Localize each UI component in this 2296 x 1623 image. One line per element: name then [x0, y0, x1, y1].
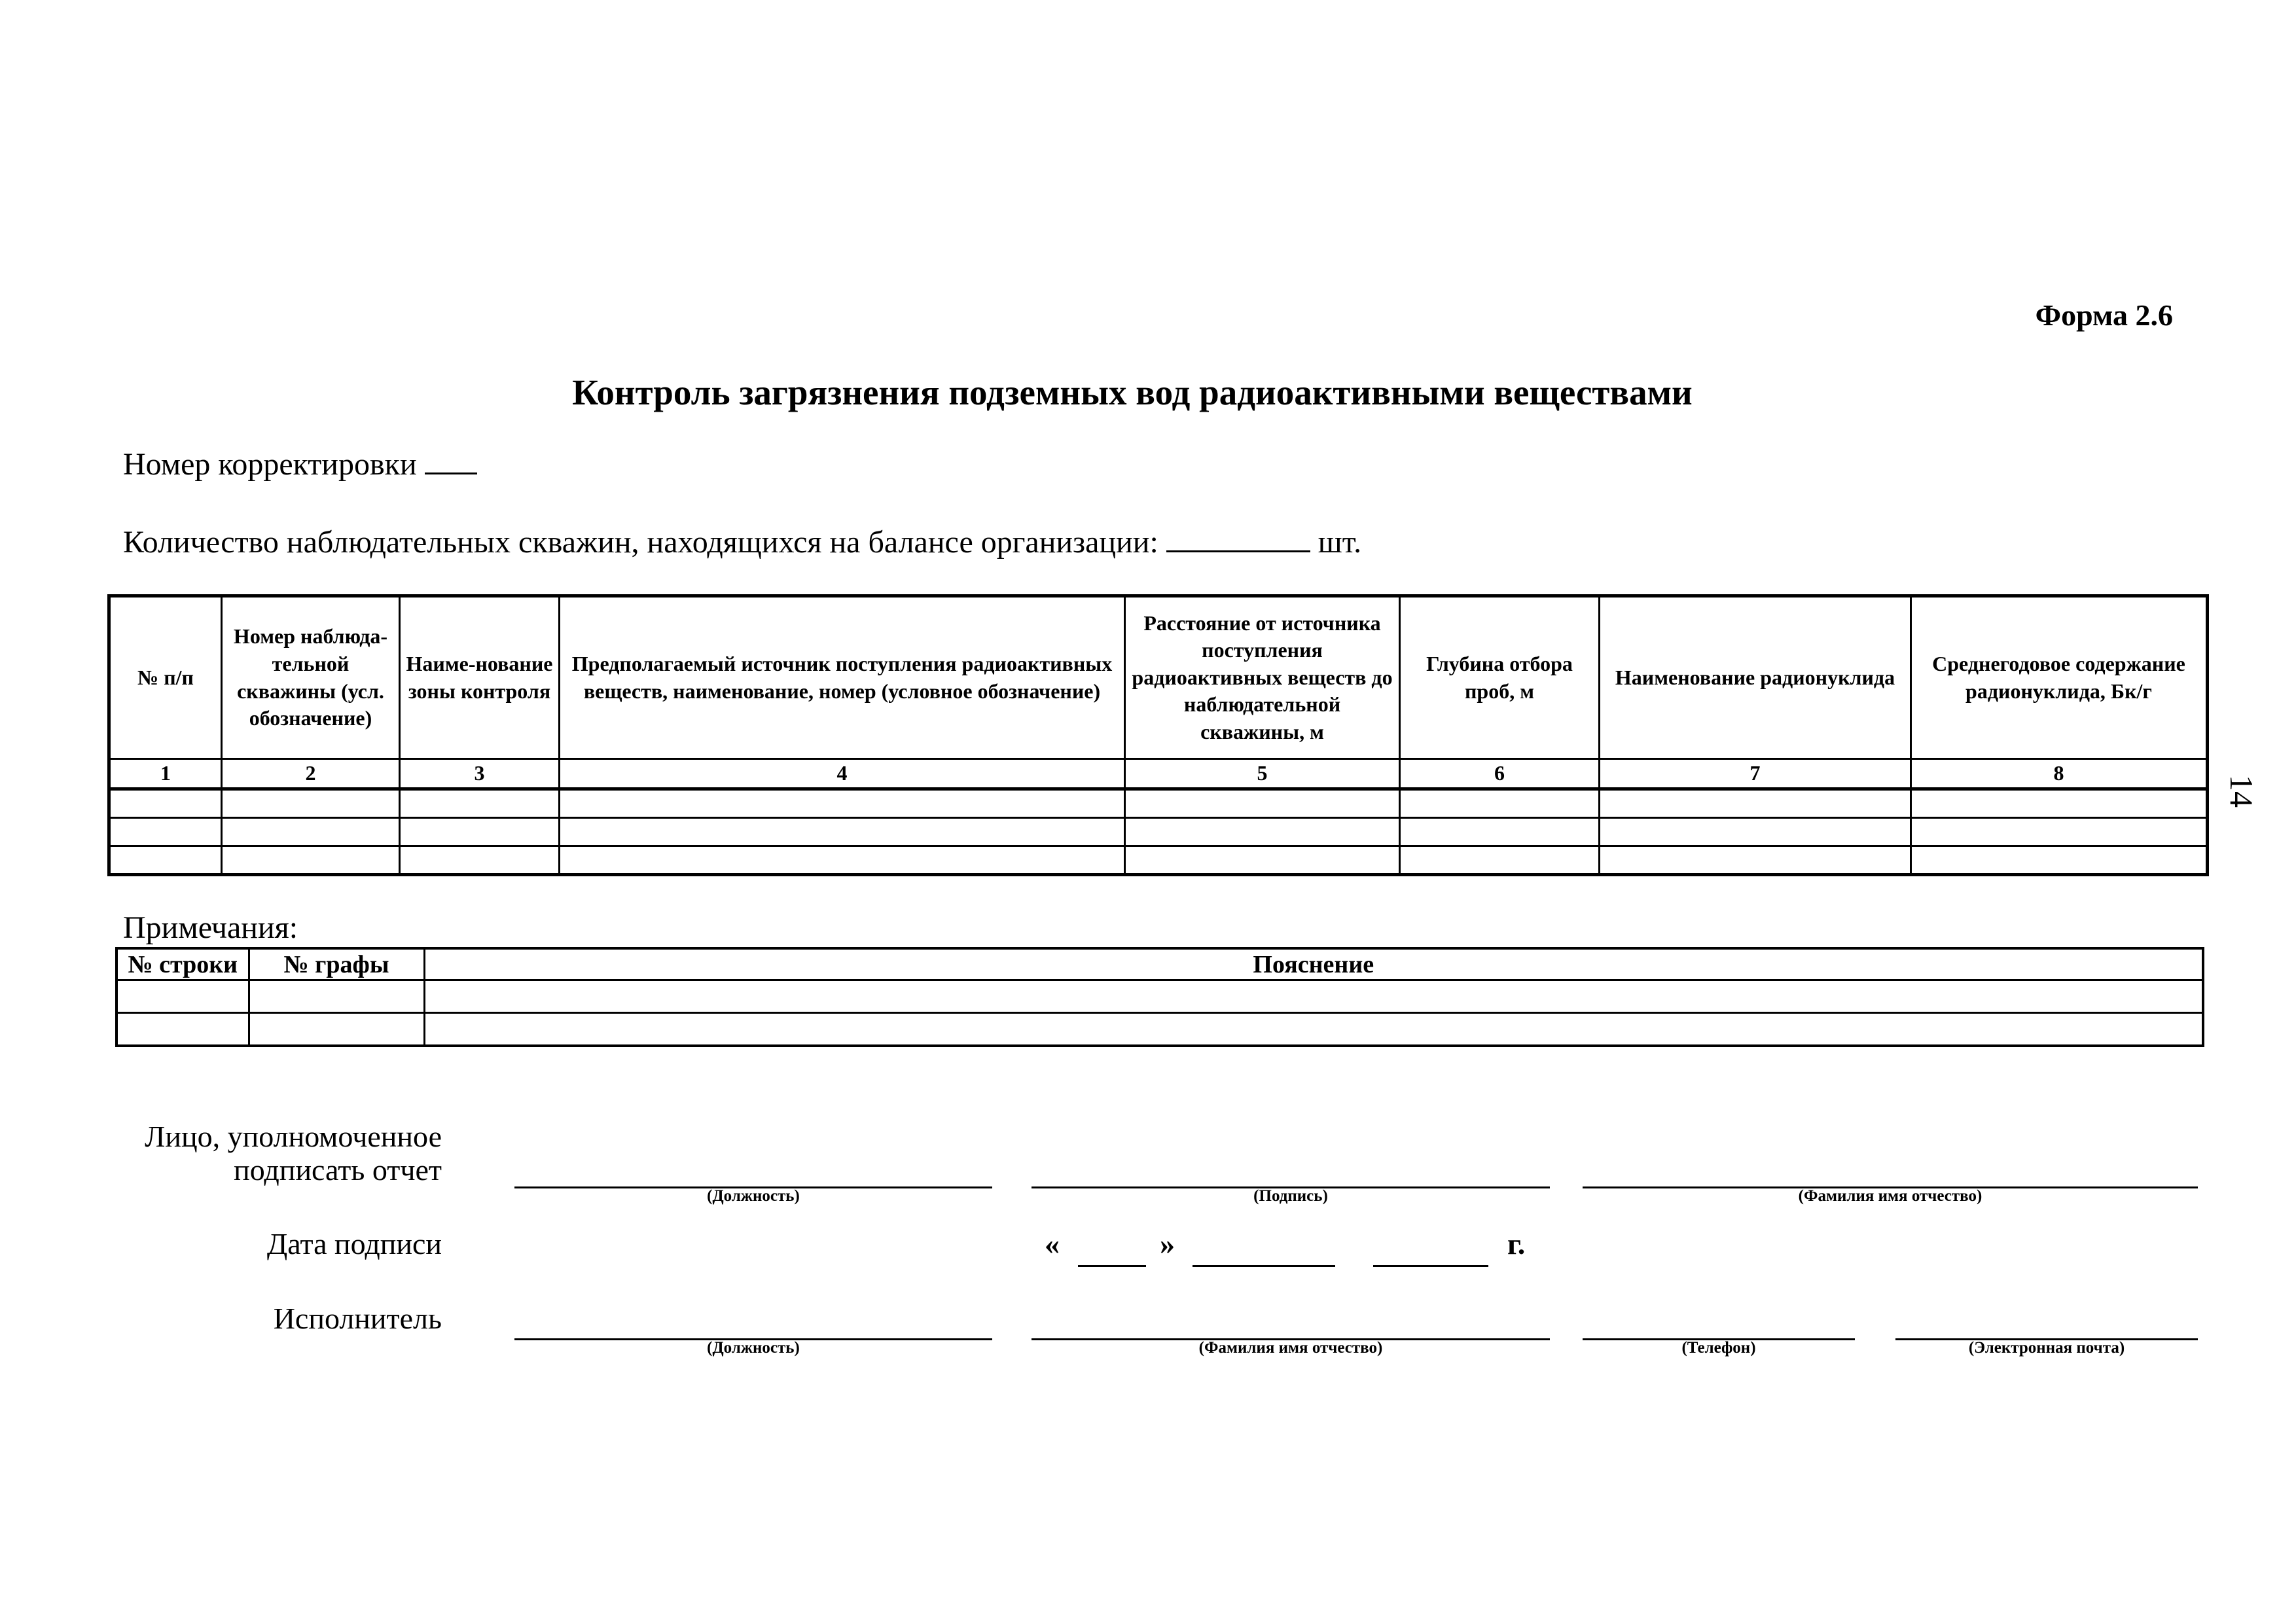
- executor-position-caption: (Должность): [707, 1339, 800, 1357]
- authorized-label-line1: Лицо, уполномоченное: [145, 1120, 442, 1153]
- wells-count-line: [123, 519, 1361, 560]
- table-cell[interactable]: [117, 980, 249, 1013]
- column-number: 8: [1911, 759, 2208, 789]
- table-cell[interactable]: [1400, 846, 1600, 874]
- table-cell[interactable]: [1600, 846, 1911, 874]
- wells-count-blank[interactable]: [1166, 519, 1310, 552]
- table-cell[interactable]: [1125, 817, 1400, 846]
- column-header: № строки: [117, 948, 249, 980]
- column-number: 5: [1125, 759, 1400, 789]
- wells-label: Количество наблюдательных скважин, находящихся на балансе организации:: [123, 525, 1158, 560]
- table-cell[interactable]: [400, 846, 560, 874]
- table-row: [109, 789, 2208, 817]
- column-header: № п/п: [109, 596, 222, 759]
- table-cell[interactable]: [1400, 817, 1600, 846]
- column-number: 7: [1600, 759, 1911, 789]
- table-cell[interactable]: [560, 846, 1125, 874]
- table-cell[interactable]: [1125, 789, 1400, 817]
- email-caption: (Электронная почта): [1968, 1339, 2125, 1357]
- date-year-blank[interactable]: [1373, 1265, 1488, 1267]
- document-title: Контроль загрязнения подземных вод радиоактивными веществами: [572, 372, 1693, 412]
- table-cell[interactable]: [222, 846, 400, 874]
- column-number: 2: [222, 759, 400, 789]
- column-number-row: [109, 759, 2208, 789]
- position-caption: (Должность): [707, 1187, 800, 1205]
- authorized-person-label: [79, 1120, 442, 1186]
- table-cell[interactable]: [1400, 789, 1600, 817]
- table-cell[interactable]: [1911, 846, 2208, 874]
- date-day-blank[interactable]: [1078, 1265, 1146, 1267]
- executor-fullname-caption: (Фамилия имя отчество): [1198, 1339, 1383, 1357]
- column-header: Среднегодовое содержание радионуклида, Бк/г: [1911, 596, 2208, 759]
- table-row: [109, 817, 2208, 846]
- table-cell[interactable]: [1600, 789, 1911, 817]
- notes-table: [115, 947, 2204, 1047]
- table-cell[interactable]: [222, 817, 400, 846]
- table-cell[interactable]: [109, 789, 222, 817]
- column-number: 1: [109, 759, 222, 789]
- notes-label: Примечания:: [123, 910, 298, 945]
- date-year-suffix: г.: [1507, 1227, 1526, 1260]
- table-row: [117, 980, 2203, 1013]
- table-cell[interactable]: [1911, 817, 2208, 846]
- wells-unit: шт.: [1318, 525, 1362, 560]
- column-number: 3: [400, 759, 560, 789]
- table-cell[interactable]: [109, 846, 222, 874]
- signature-caption: (Подпись): [1253, 1187, 1328, 1205]
- column-header: Наименование радионуклида: [1600, 596, 1911, 759]
- column-header: Наиме-нование зоны контроля: [400, 596, 560, 759]
- form-number: Форма 2.6: [2035, 298, 2173, 332]
- column-number: 4: [560, 759, 1125, 789]
- table-cell[interactable]: [560, 789, 1125, 817]
- phone-caption: (Телефон): [1681, 1339, 1756, 1357]
- table-cell[interactable]: [1911, 789, 2208, 817]
- column-header: Предполагаемый источник поступления радиоактивных веществ, наименование, номер (условное обозначение): [560, 596, 1125, 759]
- executor-label: Исполнитель: [273, 1302, 442, 1335]
- correction-number-line: [123, 441, 485, 482]
- table-cell[interactable]: [424, 1013, 2203, 1046]
- column-header: Номер наблюда-тельной скважины (усл. обозначение): [222, 596, 400, 759]
- column-number: 6: [1400, 759, 1600, 789]
- column-header: № графы: [249, 948, 424, 980]
- date-close-quote: »: [1160, 1227, 1175, 1260]
- table-cell[interactable]: [1600, 817, 1911, 846]
- table-cell[interactable]: [249, 1013, 424, 1046]
- notes-header-row: [117, 948, 2203, 980]
- column-header: Пояснение: [424, 948, 2203, 980]
- column-header: Расстояние от источника поступления радиоактивных веществ до наблюдательной скважины, м: [1125, 596, 1400, 759]
- table-cell[interactable]: [249, 980, 424, 1013]
- table-cell[interactable]: [400, 817, 560, 846]
- page-number: 14: [2223, 775, 2260, 808]
- date-month-blank[interactable]: [1193, 1265, 1335, 1267]
- table-row: [109, 846, 2208, 874]
- table-cell[interactable]: [424, 980, 2203, 1013]
- table-cell[interactable]: [117, 1013, 249, 1046]
- table-cell[interactable]: [1125, 846, 1400, 874]
- table-header-row: [109, 596, 2208, 759]
- date-label: Дата подписи: [266, 1227, 442, 1260]
- authorized-label-line2: подписать отчет: [234, 1152, 442, 1186]
- column-header: Глубина отбора проб, м: [1400, 596, 1600, 759]
- table-cell[interactable]: [222, 789, 400, 817]
- fullname-caption: (Фамилия имя отчество): [1798, 1187, 1982, 1205]
- correction-blank[interactable]: [425, 441, 477, 474]
- table-cell[interactable]: [109, 817, 222, 846]
- main-table: [107, 594, 2209, 876]
- table-cell[interactable]: [560, 817, 1125, 846]
- table-row: [117, 1013, 2203, 1046]
- correction-label: Номер корректировки: [123, 447, 417, 482]
- table-cell[interactable]: [400, 789, 560, 817]
- date-open-quote: «: [1045, 1227, 1060, 1260]
